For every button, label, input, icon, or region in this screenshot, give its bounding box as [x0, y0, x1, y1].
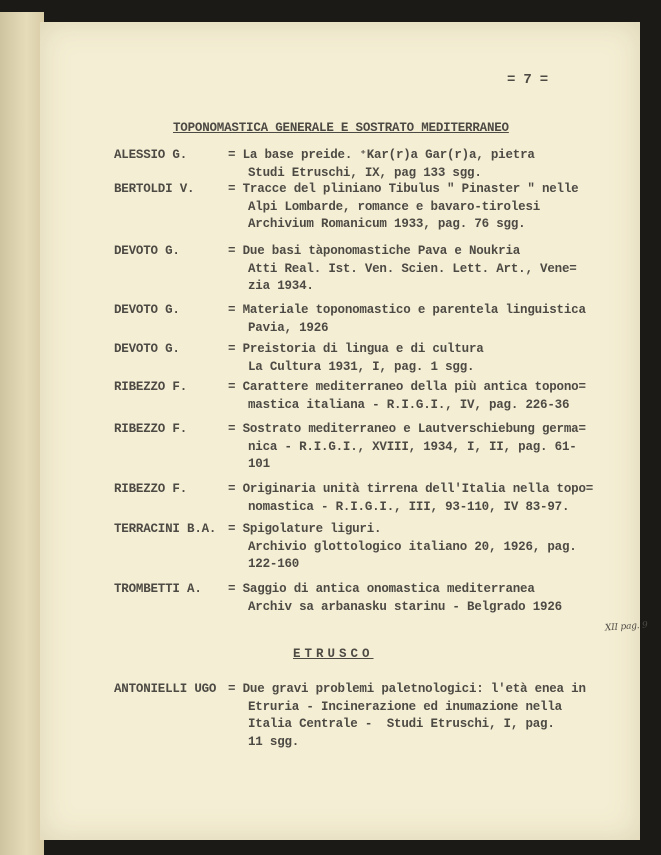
- citation-line: 11 sgg.: [248, 734, 300, 749]
- citation-line: = La base preide. ⁺Kar(r)a Gar(r)a, pietra: [228, 148, 535, 162]
- entry-citation: [228, 379, 586, 414]
- entry-author: TROMBETTI A.: [114, 582, 202, 596]
- entry-author: RIBEZZO F.: [114, 380, 188, 394]
- citation-line: mastica italiana - R.I.G.I., IV, pag. 226-36: [248, 397, 570, 412]
- citation-line: = Sostrato mediterraneo e Lautverschiebung germa=: [228, 422, 586, 436]
- citation-line: Alpi Lombarde, romance e bavaro-tirolesi: [248, 199, 541, 214]
- citation-line: Etruria - Incinerazione ed inumazione nella: [248, 699, 562, 714]
- citation-line: = Carattere mediterraneo della più antica topono=: [228, 380, 586, 394]
- citation-line: = Tracce del pliniano Tibulus " Pinaster " nelle: [228, 182, 579, 196]
- entry-author: DEVOTO G.: [114, 303, 180, 317]
- citation-line: = Originaria unità tirrena dell'Italia nella topo=: [228, 482, 594, 496]
- entry-citation: [228, 243, 577, 296]
- citation-line: Archivium Romanicum 1933, pag. 76 sgg.: [248, 217, 526, 232]
- section-title-toponomastica: TOPONOMASTICA GENERALE E SOSTRATO MEDITERRANEO: [173, 121, 509, 135]
- entry-author: ANTONIELLI UGO: [114, 682, 217, 696]
- citation-line: = Materiale toponomastico e parentela linguistica: [228, 303, 586, 317]
- citation-line: = Due basi tàponomastiche Pava e Noukria: [228, 244, 521, 258]
- page-gutter: [0, 12, 44, 855]
- entry-author: TERRACINI B.A.: [114, 522, 217, 536]
- citation-line: zia 1934.: [248, 279, 314, 294]
- entry-citation: [228, 302, 586, 337]
- citation-line: = Saggio di antica onomastica mediterranea: [228, 582, 535, 596]
- citation-line: Pavia, 1926: [248, 320, 329, 335]
- entry-citation: [228, 581, 562, 616]
- entry-author: DEVOTO G.: [114, 244, 180, 258]
- citation-line: 101: [248, 457, 270, 472]
- entry-citation: [228, 481, 593, 516]
- citation-line: 122-160: [248, 557, 300, 572]
- entry-author: DEVOTO G.: [114, 342, 180, 356]
- entry-citation: [228, 147, 535, 182]
- entry-author: RIBEZZO F.: [114, 482, 188, 496]
- section-title-etrusco: ETRUSCO: [293, 647, 374, 661]
- citation-line: = Spigolature liguri.: [228, 522, 382, 536]
- entry-author: RIBEZZO F.: [114, 422, 188, 436]
- entry-citation: [228, 341, 484, 376]
- citation-line: = Preistoria di lingua e di cultura: [228, 342, 484, 356]
- entry-author: BERTOLDI V.: [114, 182, 195, 196]
- citation-line: Archivio glottologico italiano 20, 1926, pag.: [248, 539, 577, 554]
- citation-line: nomastica - R.I.G.I., III, 93-110, IV 83-97.: [248, 499, 570, 514]
- citation-line: = Due gravi problemi paletnologici: l'età enea in: [228, 682, 586, 696]
- citation-line: Studi Etruschi, IX, pag 133 sgg.: [248, 165, 482, 180]
- page-number: = 7 =: [507, 72, 549, 88]
- entry-citation: [228, 181, 578, 234]
- document-page: [40, 22, 648, 840]
- entry-citation: [228, 681, 586, 751]
- citation-line: La Cultura 1931, I, pag. 1 sgg.: [248, 359, 475, 374]
- citation-line: Archiv sa arbanasku starinu - Belgrado 1926: [248, 599, 562, 614]
- citation-line: Atti Real. Ist. Ven. Scien. Lett. Art., Vene=: [248, 261, 577, 276]
- entry-citation: [228, 421, 586, 474]
- entry-author: ALESSIO G.: [114, 148, 188, 162]
- entry-citation: [228, 521, 577, 574]
- handwritten-note: XII pag. 9: [604, 620, 648, 634]
- citation-line: nica - R.I.G.I., XVIII, 1934, I, II, pag. 61-: [248, 439, 577, 454]
- citation-line: Italia Centrale - Studi Etruschi, I, pag.: [248, 717, 555, 732]
